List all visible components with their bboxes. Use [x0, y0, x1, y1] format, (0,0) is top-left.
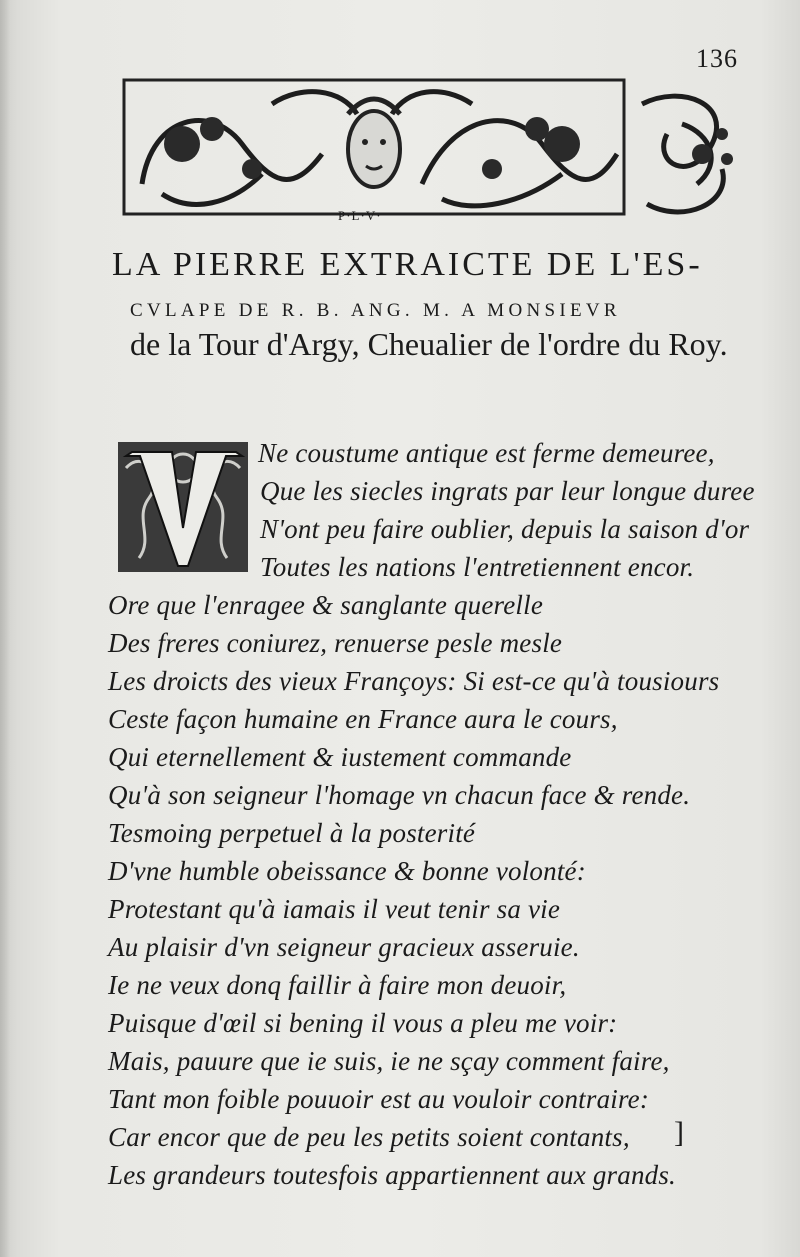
poem-line: Ceste façon humaine en France aura le cours, [108, 704, 618, 734]
poem-line: Qui eternellement & iustement commande [108, 742, 572, 772]
printer-mark: P·L·V· [338, 208, 382, 223]
title-line-1: LA PIERRE EXTRAICTE DE L'ES- [112, 246, 703, 283]
poem-line: D'vne humble obeissance & bonne volonté: [108, 856, 586, 886]
poem-line: Tant mon foible pouuoir est au vouloir contraire: [108, 1084, 650, 1114]
closing-bracket-mark: ] [674, 1116, 684, 1149]
poem-line: Mais, pauure que ie suis, ie ne sçay comment faire, [108, 1046, 670, 1076]
poem-line: Toutes les nations l'entretiennent encor. [260, 552, 695, 582]
poem-line: Protestant qu'à iamais il veut tenir sa vie [108, 894, 561, 924]
poem-line: Car encor que de peu les petits soient contants, [108, 1122, 630, 1152]
poem-line: Qu'à son seigneur l'homage vn chacun face & rende. [108, 780, 691, 810]
title-line-2: CVLAPE DE R. B. ANG. M. A MONSIEVR [130, 300, 621, 321]
poem-line: Des freres coniurez, renuerse pesle mesle [108, 628, 563, 658]
page-number: 136 [696, 44, 738, 73]
poem-line: Les grandeurs toutesfois appartiennent aux grands. [108, 1160, 676, 1190]
decorated-initial-v-icon [114, 438, 252, 576]
poem-line: N'ont peu faire oublier, depuis la saison d'or [260, 514, 750, 544]
poem-line: Ore que l'enragee & sanglante querelle [108, 590, 544, 620]
poem-line: Ie ne veux donq faillir à faire mon deuoir, [108, 970, 567, 1000]
poem-line: Que les siecles ingrats par leur longue duree [260, 476, 755, 506]
poem-line: Ne coustume antique est ferme demeuree, [258, 438, 715, 468]
title-line-3: de la Tour d'Argy, Cheualier de l'ordre du Roy. [130, 326, 728, 362]
page-edge-shadow [0, 0, 10, 1257]
poem-line: Tesmoing perpetuel à la posterité [108, 818, 476, 848]
ornamental-headpiece-icon [122, 74, 742, 224]
poem-line: Puisque d'œil si bening il vous a pleu me voir: [108, 1008, 618, 1038]
poem-line: Au plaisir d'vn seigneur gracieux asseruie. [108, 932, 580, 962]
poem-line: Les droicts des vieux Françoys: Si est-ce qu'à tousiours [108, 666, 720, 696]
